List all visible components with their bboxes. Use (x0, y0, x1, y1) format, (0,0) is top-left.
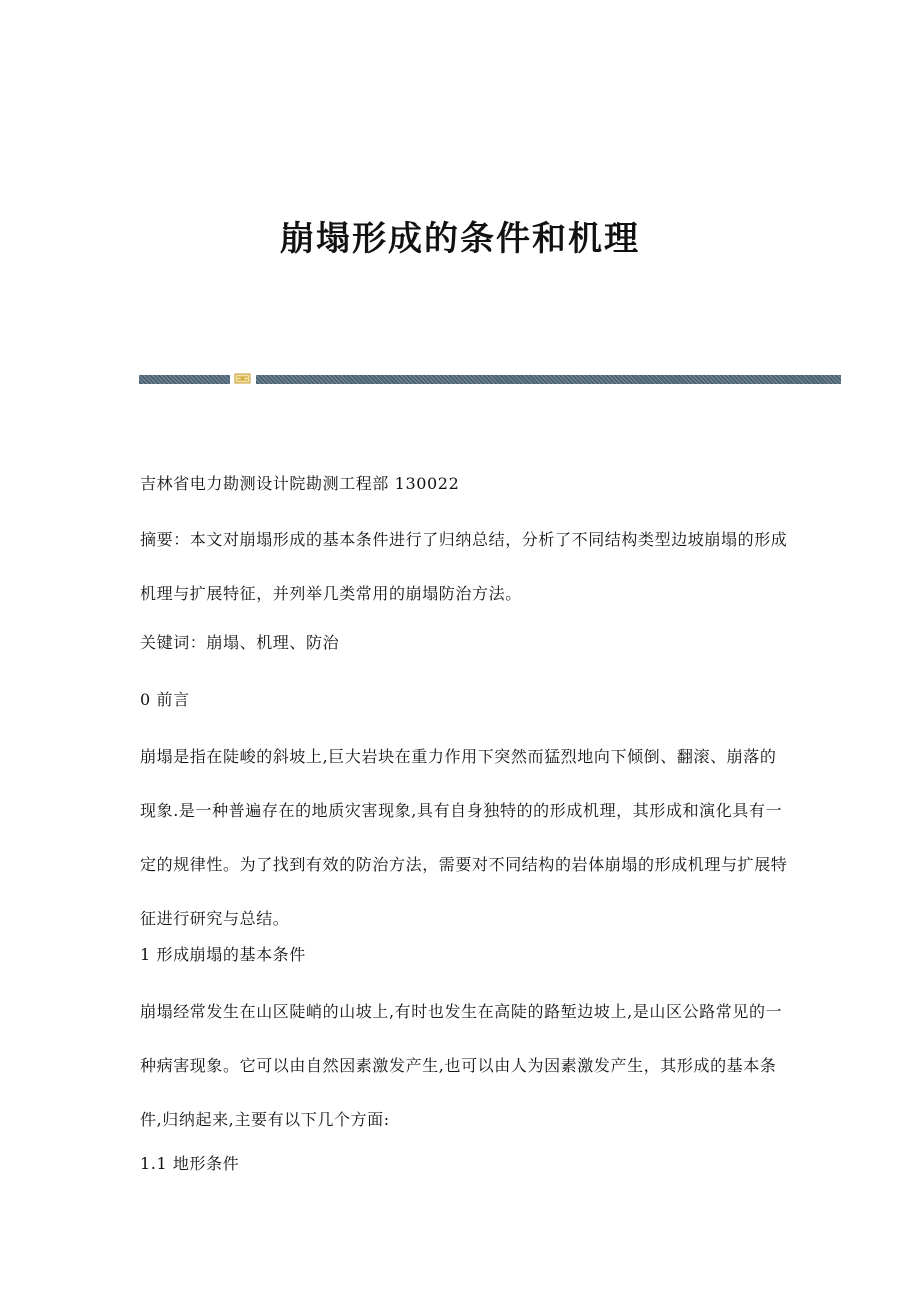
author-affiliation: 吉林省电力勘测设计院勘测工程部 130022 (140, 474, 460, 493)
section-0-paragraph: 崩塌是指在陡峻的斜坡上,巨大岩块在重力作用下突然而猛烈地向下倾倒、翻滚、崩落的现象.是一种普遍存在的地质灾害现象,具有自身独特的的形成机理，其形成和演化具有一定的规律性。为了找到有效的防治方法，需要对不同结构的岩体崩塌的形成机理与扩展特征进行研究与总结。 (140, 747, 788, 928)
section-1-heading: 1 形成崩塌的基本条件 (140, 945, 306, 964)
divider-ornament-icon (234, 372, 251, 385)
section-1-1-heading: 1.1 地形条件 (140, 1154, 240, 1173)
abstract-paragraph: 摘要：本文对崩塌形成的基本条件进行了归纳总结，分析了不同结构类型边坡崩塌的形成机理与扩展特征，并列举几类常用的崩塌防治方法。 (140, 530, 788, 603)
keywords-line: 关键词：崩塌、机理、防治 (140, 633, 340, 652)
document-title: 崩塌形成的条件和机理 (280, 219, 640, 259)
title-divider-left (139, 375, 230, 384)
section-1-paragraph: 崩塌经常发生在山区陡峭的山坡上,有时也发生在高陡的路堑边坡上,是山区公路常见的一种病害现象。它可以由自然因素激发产生,也可以由人为因素激发产生，其形成的基本条件,归纳起来,主要有以下几个方面: (140, 1002, 783, 1129)
title-divider-right (256, 375, 841, 384)
section-0-heading: 0 前言 (140, 690, 190, 709)
